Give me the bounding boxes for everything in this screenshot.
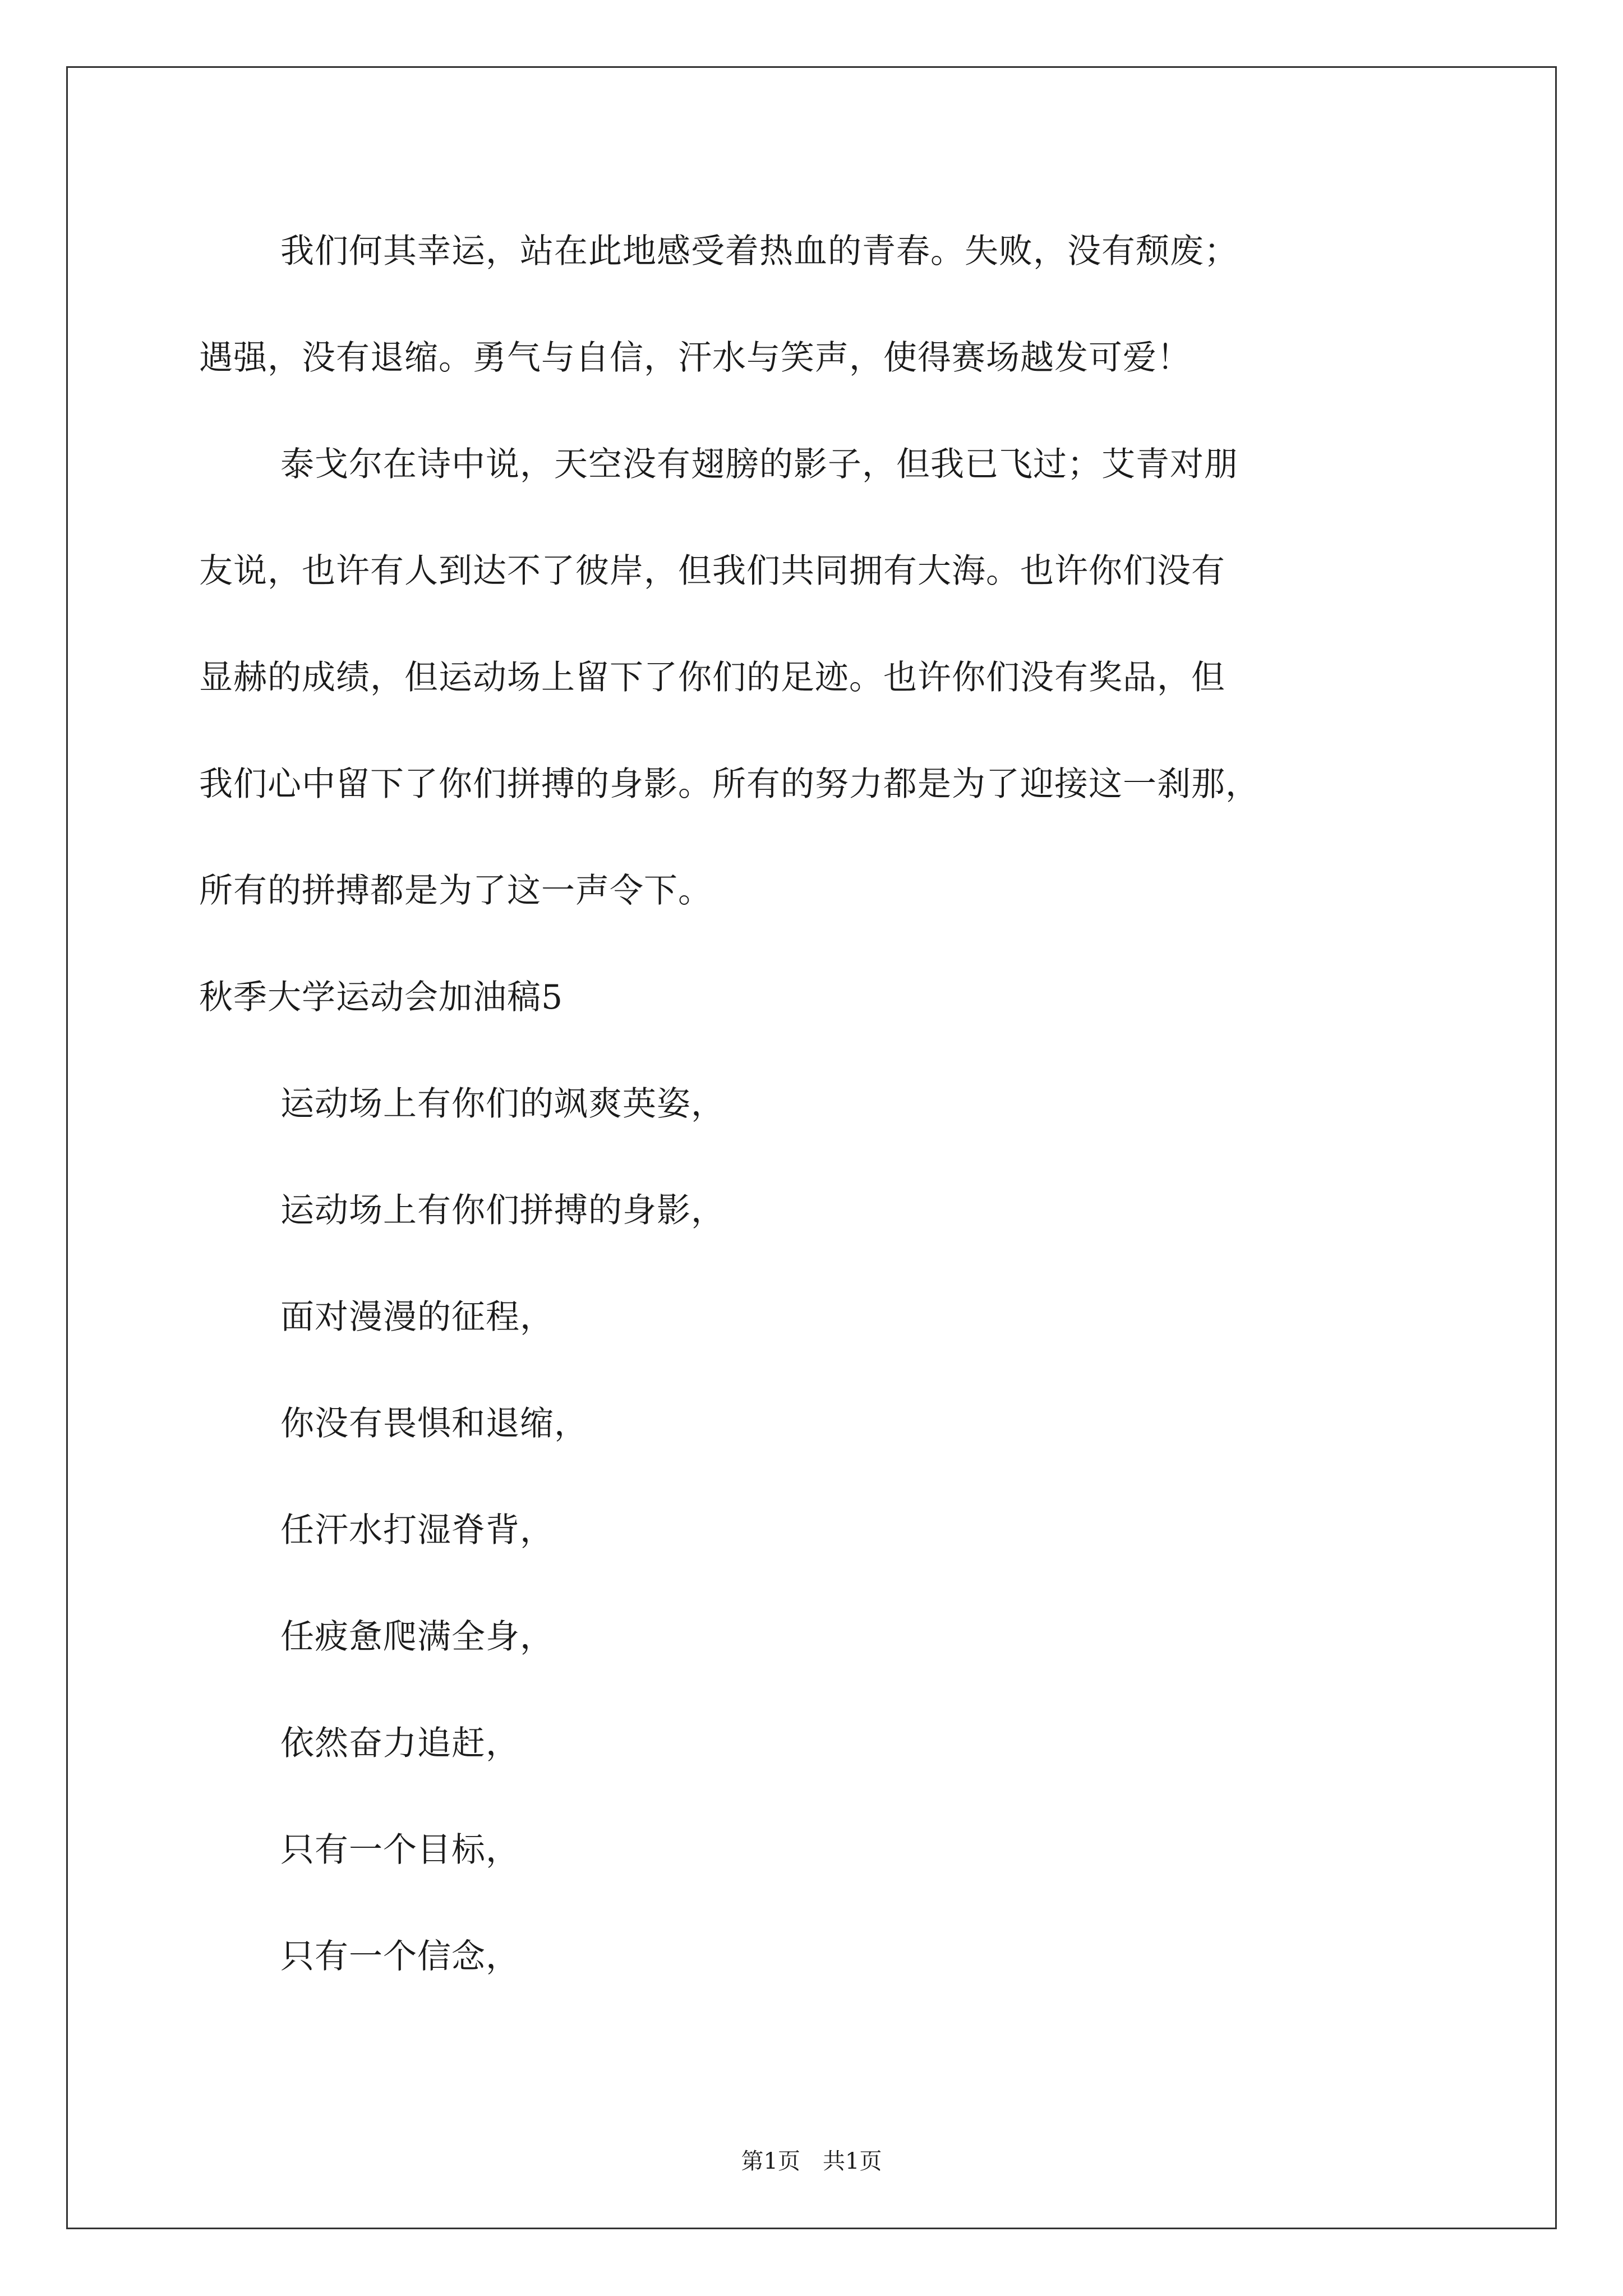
paragraph-line: 我们心中留下了你们拼搏的身影。所有的努力都是为了迎接这一刹那， xyxy=(199,765,1260,804)
poem-line: 你没有畏惧和退缩， xyxy=(280,1404,588,1443)
poem-line: 任疲惫爬满全身， xyxy=(280,1617,554,1657)
poem-line: 运动场上有你们的飒爽英姿， xyxy=(280,1084,725,1124)
page-footer: 第1页 共1页 xyxy=(741,2148,882,2174)
paragraph-line: 友说，也许有人到达不了彼岸，但我们共同拥有大海。也许你们没有 xyxy=(199,551,1225,591)
page-border xyxy=(66,66,1557,2229)
section-heading: 秋季大学运动会加油稿5 xyxy=(199,978,564,1017)
poem-line: 任汗水打湿脊背， xyxy=(280,1511,554,1550)
paragraph-line: 我们何其幸运，站在此地感受着热血的青春。失败，没有颓废； xyxy=(280,232,1238,271)
paragraph-line: 所有的拼搏都是为了这一声令下。 xyxy=(199,871,712,910)
paragraph-line: 显赫的成绩，但运动场上留下了你们的足迹。也许你们没有奖品，但 xyxy=(199,658,1225,697)
poem-line: 只有一个目标， xyxy=(280,1830,520,1870)
paragraph-line: 遇强，没有退缩。勇气与自信，汗水与笑声，使得赛场越发可爱！ xyxy=(199,338,1191,378)
poem-line: 只有一个信念， xyxy=(280,1937,520,1976)
poem-line: 运动场上有你们拼搏的身影， xyxy=(280,1191,725,1230)
poem-line: 依然奋力追赶， xyxy=(280,1724,520,1763)
poem-line: 面对漫漫的征程， xyxy=(280,1297,554,1337)
paragraph-line: 泰戈尔在诗中说，天空没有翅膀的影子，但我已飞过；艾青对朋 xyxy=(280,445,1238,484)
